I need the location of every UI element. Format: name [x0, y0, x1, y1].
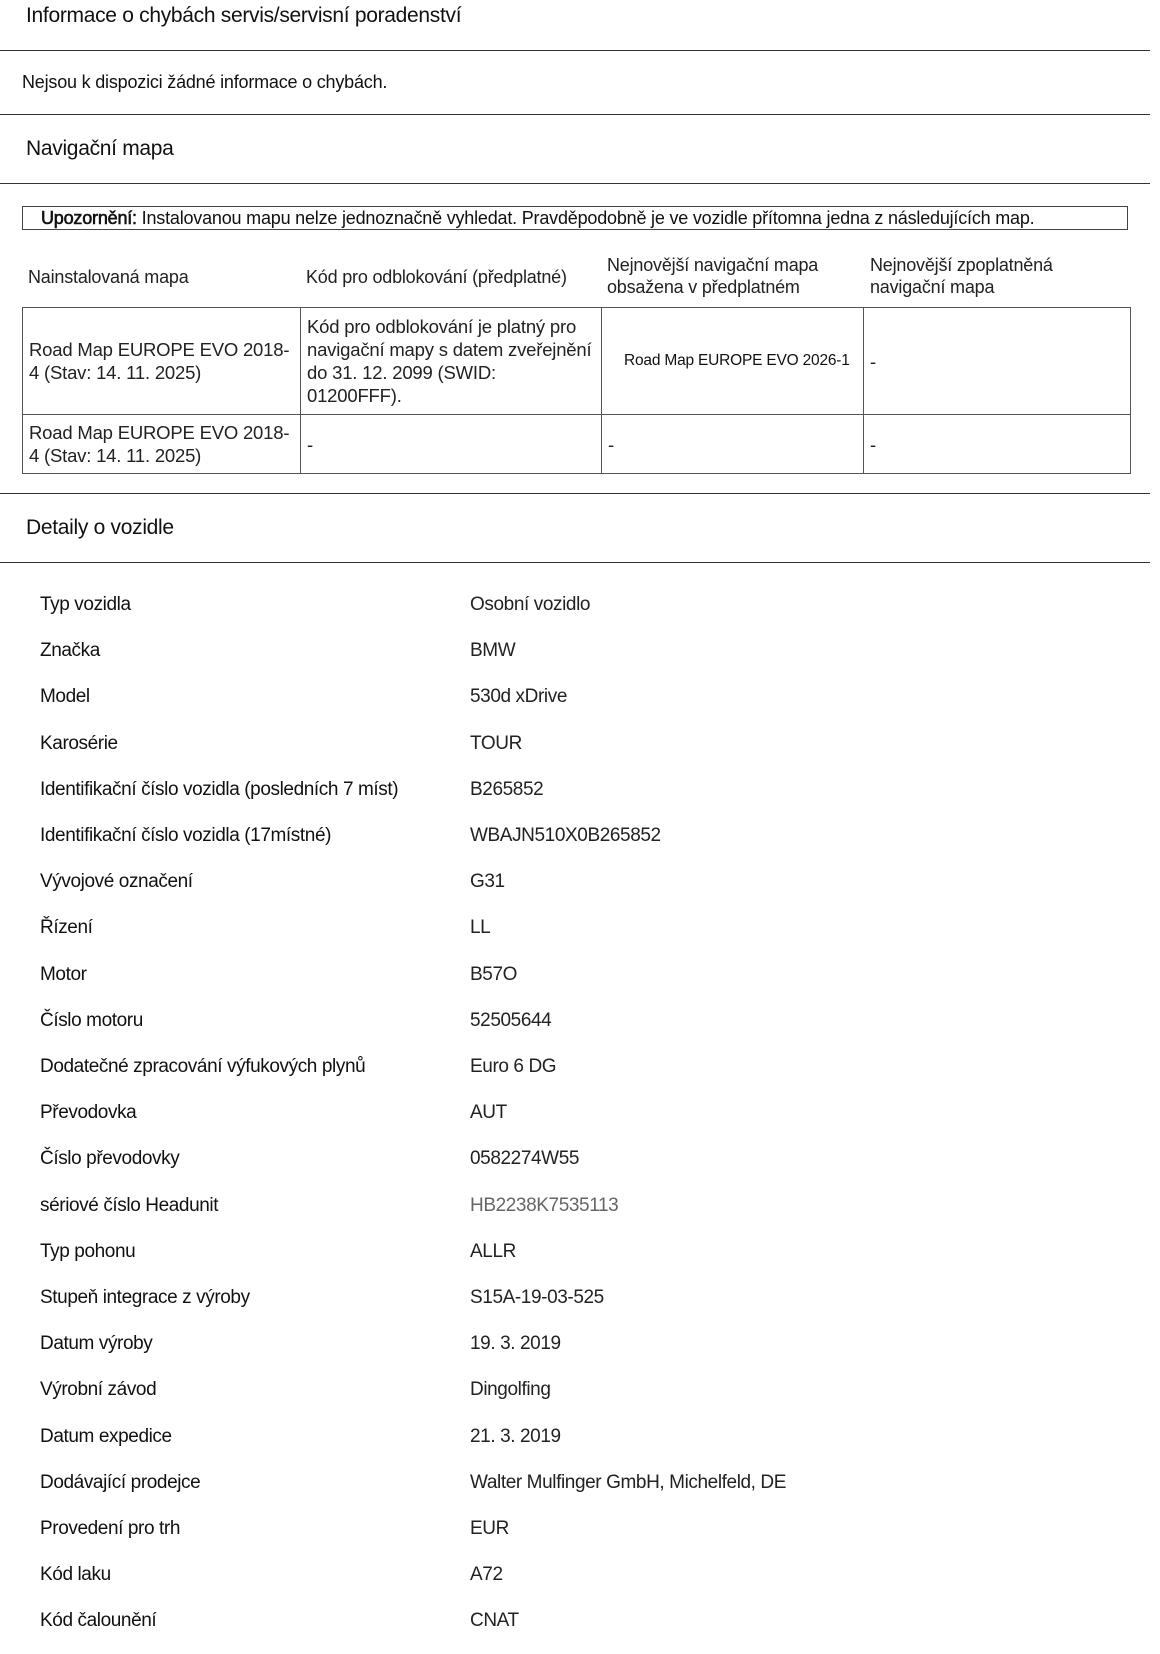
vehicle-detail-label: Model [40, 686, 90, 708]
errors-message: Nejsou k dispozici žádné informace o chybách. [22, 72, 388, 92]
vehicle-detail-label: Číslo převodovky [40, 1148, 180, 1170]
vehicle-detail-row [0, 871, 1160, 901]
vehicle-detail-label: Řízení [40, 917, 93, 939]
vehicle-detail-value: A72 [470, 1564, 503, 1586]
vehicle-detail-row [0, 1056, 1160, 1086]
map-cell-code: - [301, 415, 602, 474]
vehicle-detail-row [0, 1102, 1160, 1132]
vehicle-detail-label: Motor [40, 963, 87, 985]
map-notice-box [22, 206, 1128, 230]
nav-map-section-title: Navigační mapa [26, 137, 174, 160]
vehicle-detail-value: 52505644 [470, 1009, 552, 1031]
map-cell-installed: Road Map EUROPE EVO 2018-4 (Stav: 14. 11. 2025) [23, 415, 301, 474]
vehicle-detail-value: WBAJN510X0B265852 [470, 825, 661, 846]
section-divider [0, 114, 1150, 115]
vehicle-detail-label: Typ pohonu [40, 1240, 136, 1262]
vehicle-detail-row [0, 825, 1160, 855]
vehicle-detail-label: Kód laku [40, 1564, 111, 1586]
map-cell-latest-paid: - [864, 308, 1131, 415]
map-cell-latest-sub: Road Map EUROPE EVO 2026-1 [602, 308, 864, 415]
map-col-header-installed: Nainstalovaná mapa [28, 267, 189, 287]
map-col-header-latest-sub: Nejnovější navigační mapa obsažena v předplatném [607, 255, 819, 297]
table-row [23, 308, 1131, 415]
vehicle-detail-label: Identifikační číslo vozidla (posledních 7 míst) [40, 778, 399, 800]
vehicle-detail-label: Provedení pro trh [40, 1518, 181, 1539]
vehicle-detail-value: 530d xDrive [470, 686, 567, 708]
vehicle-detail-value: HB2238K7535113 [470, 1194, 619, 1216]
vehicle-detail-row [0, 686, 1160, 716]
map-cell-latest-paid: - [864, 415, 1131, 474]
map-cell-installed: Road Map EUROPE EVO 2018-4 (Stav: 14. 11. 2025) [23, 308, 301, 415]
section-divider [0, 493, 1150, 494]
map-col-header-code: Kód pro odblokování (předplatné) [306, 267, 567, 287]
map-cell-latest-sub: - [602, 415, 864, 474]
vehicle-detail-value: S15A-19-03-525 [470, 1287, 604, 1308]
vehicle-detail-label: Výrobní závod [40, 1379, 157, 1401]
vehicle-detail-row [0, 1472, 1160, 1502]
map-table [22, 307, 1131, 474]
vehicle-detail-row [0, 594, 1160, 624]
map-col-header-latest-paid: Nejnovější zpoplatněná navigační mapa [870, 255, 1053, 297]
vehicle-detail-row [0, 1241, 1160, 1271]
vehicle-detail-value: 19. 3. 2019 [470, 1333, 561, 1355]
table-row [23, 415, 1131, 474]
vehicle-detail-label: Číslo motoru [40, 1009, 143, 1031]
errors-section-title: Informace o chybách servis/servisní poradenství [26, 4, 462, 27]
vehicle-detail-row [0, 1287, 1160, 1317]
vehicle-detail-label: Dodatečné zpracování výfukových plynů [40, 1056, 366, 1077]
vehicle-detail-label: Karosérie [40, 732, 118, 754]
vehicle-detail-value: 21. 3. 2019 [470, 1425, 561, 1447]
vehicle-detail-row [0, 779, 1160, 809]
vehicle-detail-row [0, 1195, 1160, 1225]
vehicle-detail-row [0, 1610, 1160, 1640]
vehicle-detail-value: LL [470, 917, 491, 939]
vehicle-detail-row [0, 733, 1160, 763]
vehicle-detail-row [0, 964, 1160, 994]
section-divider [0, 50, 1150, 51]
vehicle-detail-row [0, 1010, 1160, 1040]
vehicle-detail-value: G31 [470, 871, 505, 893]
vehicle-detail-label: sériové číslo Headunit [40, 1194, 219, 1216]
vehicle-detail-label: Vývojové označení [40, 871, 193, 893]
vehicle-detail-value: Euro 6 DG [470, 1056, 557, 1077]
section-divider [0, 562, 1150, 563]
vehicle-detail-label: Značka [40, 640, 100, 662]
vehicle-detail-value: Dingolfing [470, 1379, 551, 1401]
vehicle-detail-value: EUR [470, 1518, 509, 1539]
vehicle-detail-value: B57O [470, 963, 517, 985]
vehicle-detail-value: BMW [470, 640, 516, 662]
vehicle-detail-row [0, 640, 1160, 670]
vehicle-detail-value: Walter Mulfinger GmbH, Michelfeld, DE [470, 1471, 787, 1493]
vehicle-detail-label: Identifikační číslo vozidla (17místné) [40, 825, 332, 846]
vehicle-section-title: Detaily o vozidle [26, 516, 174, 539]
notice-text: Instalovanou mapu nelze jednoznačně vyhledat. Pravděpodobně je ve vozidle přítomna jedna z následujících map. [136, 208, 1035, 228]
vehicle-detail-label: Stupeň integrace z výroby [40, 1287, 250, 1308]
vehicle-detail-row [0, 1426, 1160, 1456]
map-cell-code: Kód pro odblokování je platný pro navigační mapy s datem zveřejnění do 31. 12. 2099 (SWID: 01200FFF). [301, 308, 602, 415]
vehicle-detail-value: 0582274W55 [470, 1148, 580, 1170]
vehicle-detail-row [0, 1333, 1160, 1363]
vehicle-detail-label: Převodovka [40, 1102, 137, 1124]
vehicle-detail-value: B265852 [470, 778, 544, 800]
section-divider [0, 183, 1150, 184]
vehicle-detail-row [0, 1148, 1160, 1178]
vehicle-detail-row [0, 1379, 1160, 1409]
vehicle-detail-value: TOUR [470, 732, 522, 754]
vehicle-detail-label: Kód čalounění [40, 1610, 157, 1632]
vehicle-detail-label: Typ vozidla [40, 594, 131, 615]
vehicle-detail-value: CNAT [470, 1610, 519, 1632]
vehicle-detail-value: AUT [470, 1102, 507, 1124]
vehicle-detail-label: Dodávající prodejce [40, 1471, 201, 1493]
vehicle-detail-label: Datum výroby [40, 1333, 153, 1355]
vehicle-detail-value: Osobní vozidlo [470, 594, 591, 615]
vehicle-detail-row [0, 917, 1160, 947]
vehicle-detail-label: Datum expedice [40, 1425, 172, 1447]
vehicle-detail-row [0, 1518, 1160, 1548]
notice-label: Upozornění: [41, 208, 137, 228]
vehicle-detail-row [0, 1564, 1160, 1594]
vehicle-detail-value: ALLR [470, 1240, 516, 1262]
